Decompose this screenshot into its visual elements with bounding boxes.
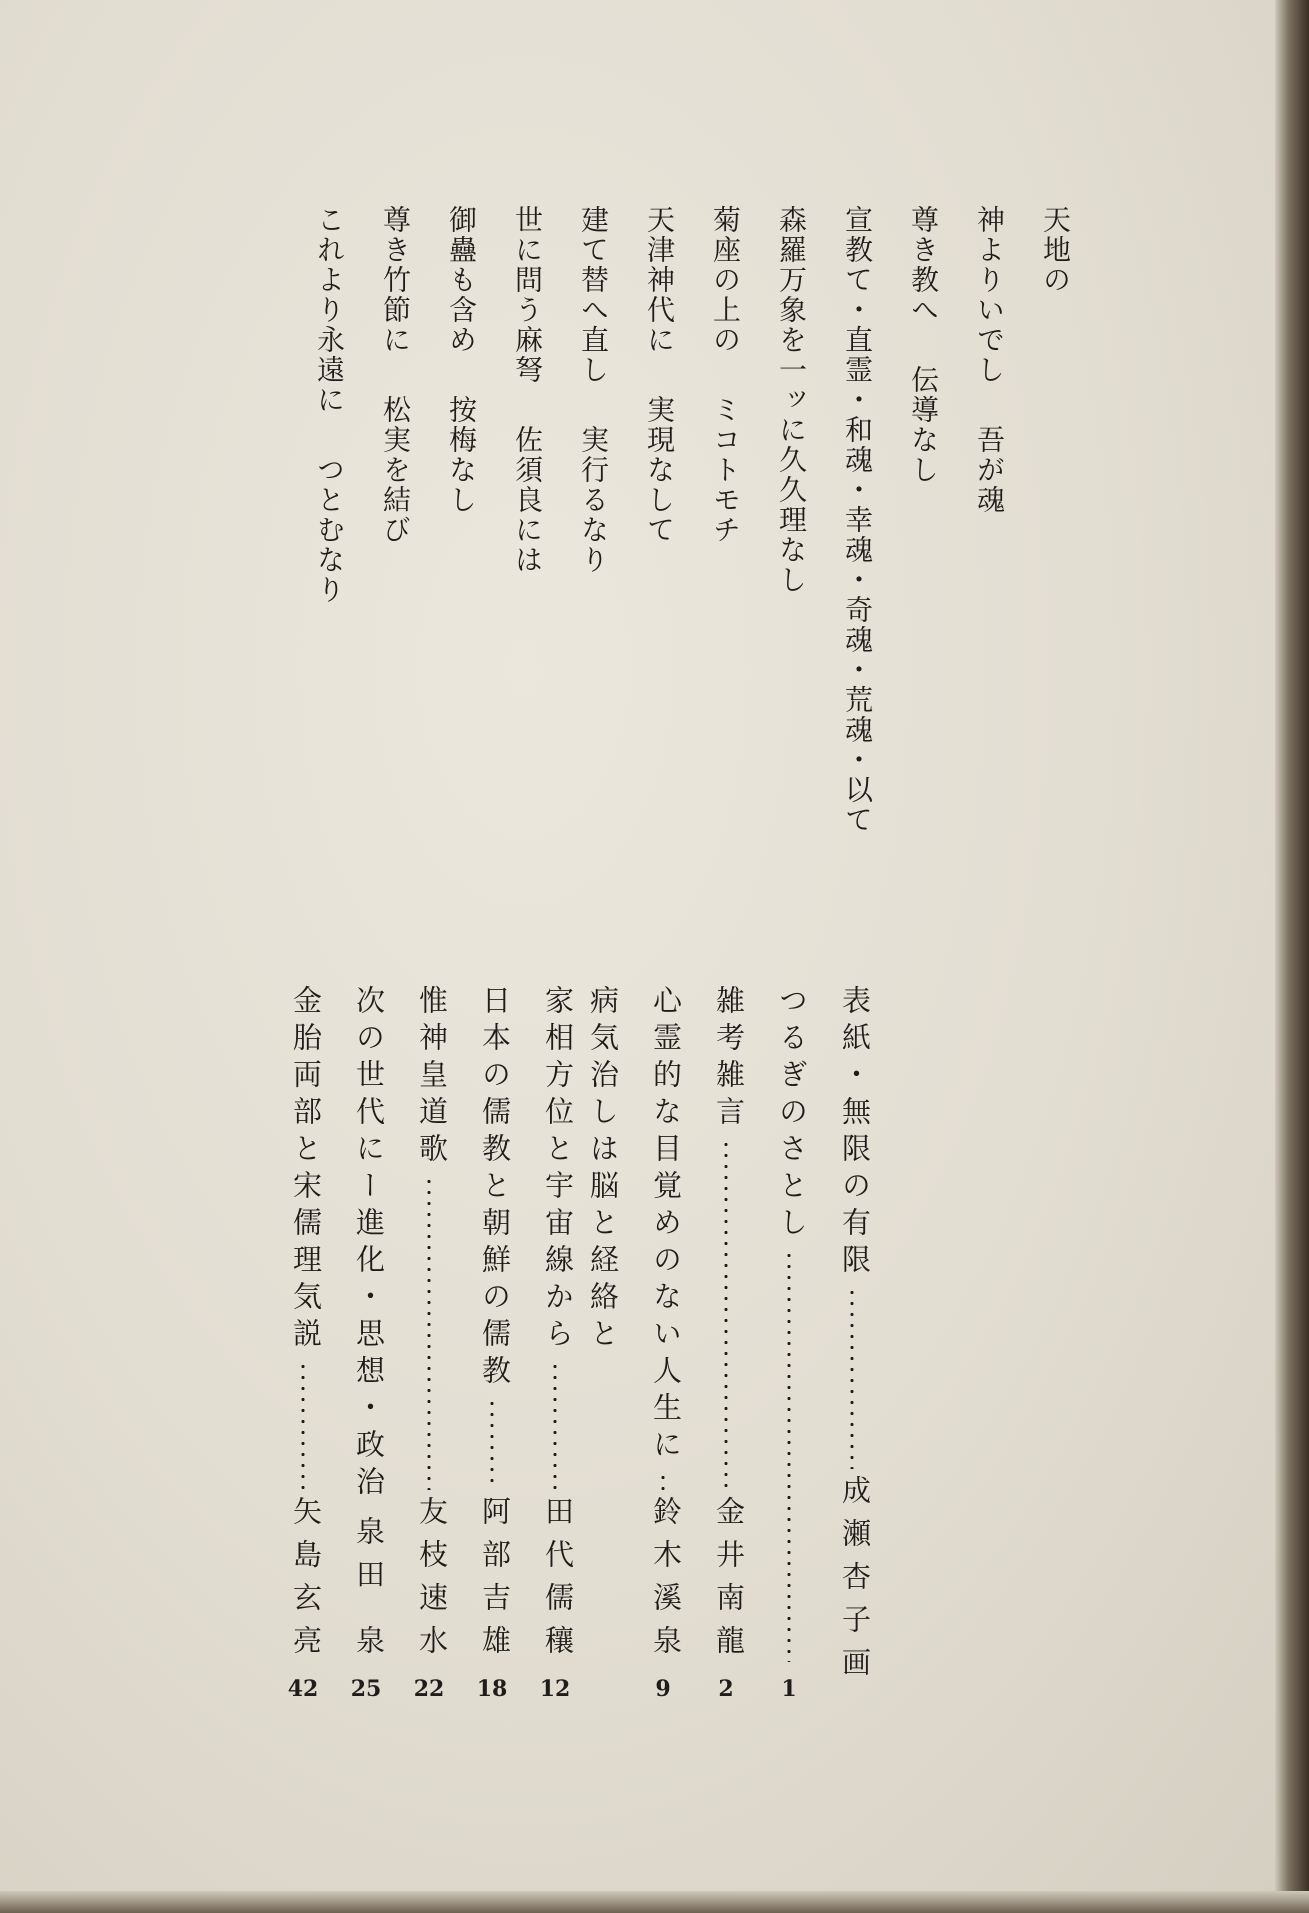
poem-line-second: 佐須良には [511, 425, 544, 575]
toc-entry-page: 2 [718, 1676, 734, 1702]
poem-line-second: 実現なして [643, 395, 676, 545]
toc-entry-page: 25 [350, 1676, 382, 1702]
toc-entry[interactable] [772, 985, 809, 1702]
toc-leader-dots [709, 1139, 743, 1490]
toc-entry[interactable] [286, 985, 323, 1702]
toc-entry-continuation[interactable] [586, 985, 620, 1700]
toc-entry[interactable] [646, 985, 683, 1702]
toc-entry-author: 田代儒穰 [541, 1496, 575, 1668]
poem-line-first: 森羅万象を一ッに久久理なし [775, 205, 808, 595]
toc-entry-title: 雑考雑言 [712, 985, 746, 1133]
toc-entry-author: 鈴木溪泉 [649, 1496, 683, 1668]
toc-entry-author: 泉田 泉 [352, 1515, 386, 1668]
toc-entry[interactable] [538, 985, 575, 1702]
poem-line-first: 尊き教へ [907, 205, 940, 325]
poem-line-second: ミコトモチ [709, 395, 742, 545]
toc-entry-title: 惟神皇道歌 [415, 985, 449, 1170]
toc-entry-title: 金胎両部と宋儒理気説 [289, 985, 323, 1355]
page-edge-bottom [0, 1891, 1309, 1913]
poem-line [313, 205, 346, 765]
toc-entry[interactable] [412, 985, 449, 1702]
poem-line-first: 天津神代に [643, 205, 676, 355]
poem-line-first: 世に問う麻弩 [511, 205, 544, 385]
toc-entry-title: 日本の儒教と朝鮮の儒教 [478, 985, 512, 1392]
toc-leader-dots [646, 1472, 680, 1490]
toc-leader-dots [349, 1509, 383, 1510]
poem-line [643, 205, 676, 765]
toc-entry-page: 9 [655, 1676, 671, 1702]
toc-leader-dots [772, 1250, 806, 1662]
poem-line [379, 205, 412, 765]
poem-line [1039, 205, 1072, 765]
toc-entry-title [538, 985, 575, 1355]
poem-line [973, 205, 1006, 765]
table-of-contents [257, 985, 872, 1702]
poem-block [277, 205, 1072, 835]
toc-entry-page: 42 [287, 1676, 319, 1702]
poem-line-first: 神よりいでし [973, 205, 1006, 385]
poem-line-first: 建て替へ直し [577, 205, 610, 385]
poem-line-second: 按梅なし [445, 395, 478, 515]
poem-line [709, 205, 742, 765]
toc-entry-title-text: 家相方位と宇宙線から [541, 985, 575, 1355]
poem-line-first: 尊き竹節に [379, 205, 412, 355]
toc-entry-page: 18 [476, 1676, 508, 1702]
toc-entry-title: 心霊的な目覚めのない人生に [649, 985, 683, 1466]
poem-line [775, 205, 808, 765]
toc-leader-dots [412, 1176, 446, 1490]
toc-entry-title: 次の世代にー進化・思想・政治 [352, 985, 386, 1503]
poem-line [577, 205, 610, 765]
toc-entry-title: つるぎのさとし [775, 985, 809, 1244]
page-edge-right [1275, 0, 1309, 1913]
toc-entry[interactable] [835, 985, 872, 1700]
toc-entry-author: 矢島玄亮 [289, 1496, 323, 1668]
poem-line-second: 松実を結び [379, 395, 412, 545]
toc-entry-title: 表紙・無限の有限 [838, 985, 872, 1281]
toc-leader-dots [475, 1398, 509, 1490]
poem-line-second: 実行るなり [577, 425, 610, 575]
poem-line [841, 205, 874, 835]
toc-entry-page: 12 [539, 1676, 571, 1702]
poem-line-first: 御蠱も含め [445, 205, 478, 355]
poem-line [907, 205, 940, 765]
toc-entry-title: 病気治しは脳と経絡と [586, 985, 620, 1355]
poem-line-first: 天地の [1039, 205, 1072, 295]
poem-line-first: 宣教て・直霊・和魂・幸魂・奇魂・荒魂・以て [841, 205, 874, 835]
poem-line-first: これより永遠に [313, 205, 346, 415]
toc-entry-author: 友枝速水 [415, 1496, 449, 1668]
poem-line-second: 吾が魂 [973, 425, 1006, 515]
poem-line-second: つとむなり [313, 455, 346, 605]
toc-leader-dots [538, 1361, 572, 1490]
toc-leader-dots [835, 1287, 869, 1469]
poem-line-first: 菊座の上の [709, 205, 742, 355]
poem-line-second: 伝導なし [907, 365, 940, 485]
toc-entry-author: 成瀬杏子画 [838, 1475, 872, 1690]
toc-entry-author: 阿部吉雄 [478, 1496, 512, 1668]
poem-line [445, 205, 478, 765]
toc-entry-page: 1 [781, 1676, 797, 1702]
toc-entry[interactable] [475, 985, 512, 1702]
toc-entry-page: 22 [413, 1676, 445, 1702]
toc-entry-author: 金井南龍 [712, 1496, 746, 1668]
toc-entry[interactable] [349, 985, 386, 1702]
toc-entry[interactable] [709, 985, 746, 1702]
poem-line [511, 205, 544, 765]
toc-leader-dots [286, 1361, 320, 1490]
